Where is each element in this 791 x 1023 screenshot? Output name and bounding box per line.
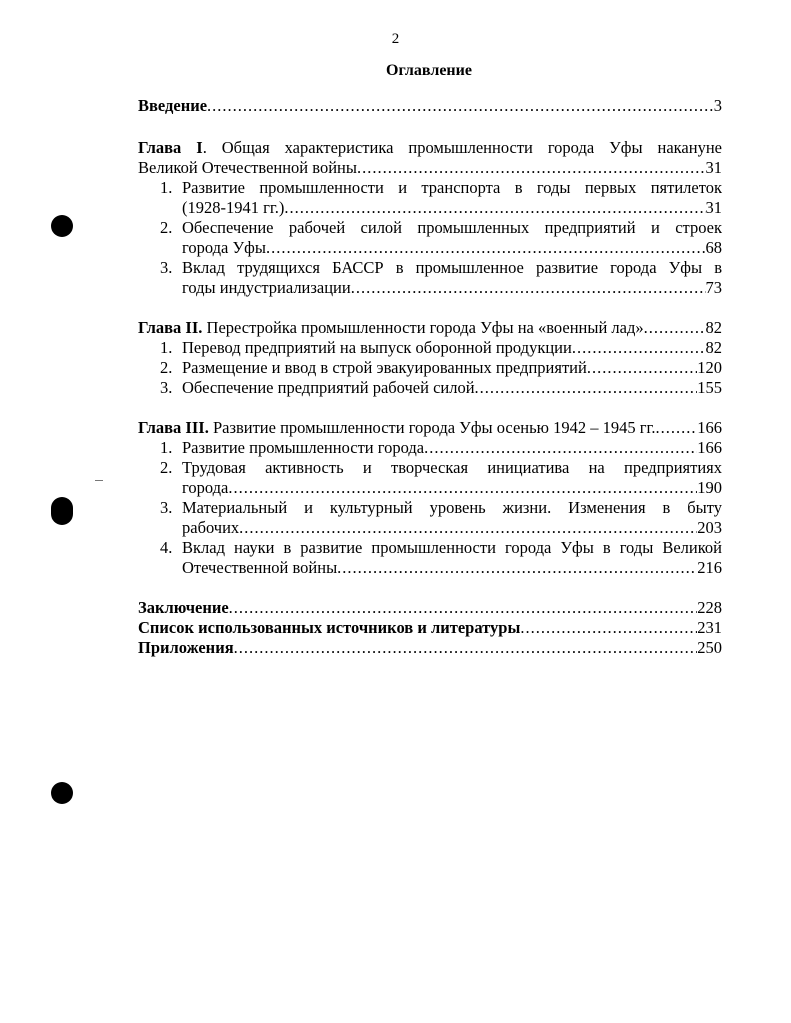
section-3-2-line1: Трудовая активность и творческая инициатива на предприятиях — [182, 458, 722, 477]
section-2-3-page: 155 — [697, 378, 722, 397]
intro-label: Введение — [138, 96, 208, 115]
section-number: 2. — [160, 218, 173, 237]
toc-entry-chapter-1[interactable] — [138, 138, 722, 158]
toc-entry-section-1-1[interactable] — [182, 178, 722, 198]
toc-entry-section-1-2-cont[interactable] — [182, 238, 722, 258]
section-1-3-page: 73 — [705, 278, 722, 297]
dot-leader — [351, 278, 706, 298]
conclusion-label: Заключение — [138, 598, 229, 617]
appendices-label: Приложения — [138, 638, 234, 657]
dot-leader — [644, 318, 706, 338]
section-number: 2. — [160, 458, 173, 477]
dot-leader — [424, 438, 697, 458]
section-1-1-line1: Развитие промышленности и транспорта в годы первых пятилеток — [182, 178, 722, 197]
intro-page: 3 — [713, 96, 722, 115]
chapter-1-page: 31 — [705, 158, 722, 177]
dot-leader — [587, 358, 697, 378]
toc-entry-appendices[interactable] — [138, 638, 722, 658]
section-3-3-line1: Материальный и культурный уровень жизни. Изменения в быту — [182, 498, 722, 517]
section-3-2-line2: города — [182, 478, 229, 497]
toc-heading: Оглавление — [386, 62, 472, 79]
chapter-3-title: Развитие промышленности города Уфы осенью 1942 – 1945 гг. — [212, 418, 656, 437]
section-2-1-page: 82 — [705, 338, 722, 357]
section-number: 1. — [160, 178, 173, 197]
sources-page: 231 — [697, 618, 722, 637]
chapter-2-title: Перестройка промышленности города Уфы на «военный лад» — [206, 318, 644, 337]
section-3-1-page: 166 — [697, 438, 722, 457]
section-3-1-title: Развитие промышленности города — [182, 438, 425, 457]
scan-mark — [95, 480, 103, 481]
dot-leader — [656, 418, 698, 438]
page-number: 2 — [391, 31, 400, 47]
section-1-3-line1: Вклад трудящихся БАССР в промышленное развитие города Уфы в — [182, 258, 722, 277]
appendices-page: 250 — [697, 638, 722, 657]
toc-entry-section-1-3[interactable] — [182, 258, 722, 278]
chapter-2-page: 82 — [705, 318, 722, 337]
section-1-2-line1: Обеспечение рабочей силой промышленных предприятий и строек — [182, 218, 722, 237]
section-number: 1. — [160, 338, 173, 357]
toc-entry-section-3-2[interactable] — [182, 458, 722, 478]
section-2-1-title: Перевод предприятий на выпуск оборонной продукции — [182, 338, 572, 357]
toc-entry-section-2-2[interactable] — [182, 358, 722, 378]
chapter-3-label: Глава III. — [138, 418, 209, 437]
section-3-4-line1: Вклад науки в развитие промышленности города Уфы в годы Великой — [182, 538, 722, 557]
dot-leader — [572, 338, 706, 358]
section-number: 3. — [160, 498, 173, 517]
toc-entry-section-3-4-cont[interactable] — [182, 558, 722, 578]
punch-hole-mark — [51, 782, 73, 804]
section-number: 1. — [160, 438, 173, 457]
dot-leader — [284, 198, 705, 218]
sources-label: Список использованных источников и литературы — [138, 618, 521, 637]
dot-leader — [357, 158, 706, 178]
toc-entry-section-1-2[interactable] — [182, 218, 722, 238]
toc-entry-section-2-1[interactable] — [182, 338, 722, 358]
toc-entry-section-3-3-cont[interactable] — [182, 518, 722, 538]
chapter-1-title-line2: Великой Отечественной войны — [138, 158, 357, 177]
section-number: 4. — [160, 538, 173, 557]
toc-entry-chapter-3[interactable] — [138, 418, 722, 438]
section-number: 3. — [160, 378, 173, 397]
dot-leader — [475, 378, 698, 398]
chapter-2-label: Глава II. — [138, 318, 203, 337]
dot-leader — [266, 238, 706, 258]
section-3-4-line2: Отечественной войны — [182, 558, 338, 577]
conclusion-page: 228 — [697, 598, 722, 617]
toc-entry-section-1-3-cont[interactable] — [182, 278, 722, 298]
toc-entry-section-1-1-cont[interactable] — [182, 198, 722, 218]
toc-entry-section-2-3[interactable] — [182, 378, 722, 398]
section-2-3-title: Обеспечение предприятий рабочей силой — [182, 378, 475, 397]
section-3-3-line2: рабочих — [182, 518, 240, 537]
section-number: 3. — [160, 258, 173, 277]
section-1-1-page: 31 — [705, 198, 722, 217]
toc-entry-conclusion[interactable] — [138, 598, 722, 618]
toc-entry-chapter-1-cont[interactable] — [138, 158, 722, 178]
chapter-1-title-line1: . Общая характеристика промышленности города Уфы накануне — [202, 138, 722, 157]
section-2-2-title: Размещение и ввод в строй эвакуированных предприятий — [182, 358, 587, 377]
chapter-3-page: 166 — [697, 418, 722, 437]
punch-hole-mark — [51, 215, 73, 237]
section-number: 2. — [160, 358, 173, 377]
section-3-4-page: 216 — [697, 558, 722, 577]
toc-entry-section-3-1[interactable] — [182, 438, 722, 458]
section-3-2-page: 190 — [697, 478, 722, 497]
dot-leader — [337, 558, 697, 578]
chapter-1-label: Глава I — [138, 138, 203, 157]
toc-entry-section-3-2-cont[interactable] — [182, 478, 722, 498]
section-1-3-line2: годы индустриализации — [182, 278, 351, 297]
section-1-2-page: 68 — [705, 238, 722, 257]
section-1-1-line2: (1928-1941 гг.) — [182, 198, 285, 217]
punch-hole-mark — [51, 497, 73, 525]
dot-leader — [228, 478, 697, 498]
section-2-2-page: 120 — [697, 358, 722, 377]
toc-entry-section-3-4[interactable] — [182, 538, 722, 558]
section-1-2-line2: города Уфы — [182, 238, 266, 257]
dot-leader — [229, 598, 698, 618]
toc-entry-intro[interactable] — [138, 96, 722, 116]
dot-leader — [207, 96, 714, 116]
toc-entry-sources[interactable] — [138, 618, 722, 638]
toc-entry-chapter-2[interactable] — [138, 318, 722, 338]
section-3-3-page: 203 — [697, 518, 722, 537]
dot-leader — [234, 638, 698, 658]
dot-leader — [239, 518, 697, 538]
toc-entry-section-3-3[interactable] — [182, 498, 722, 518]
dot-leader — [520, 618, 697, 638]
